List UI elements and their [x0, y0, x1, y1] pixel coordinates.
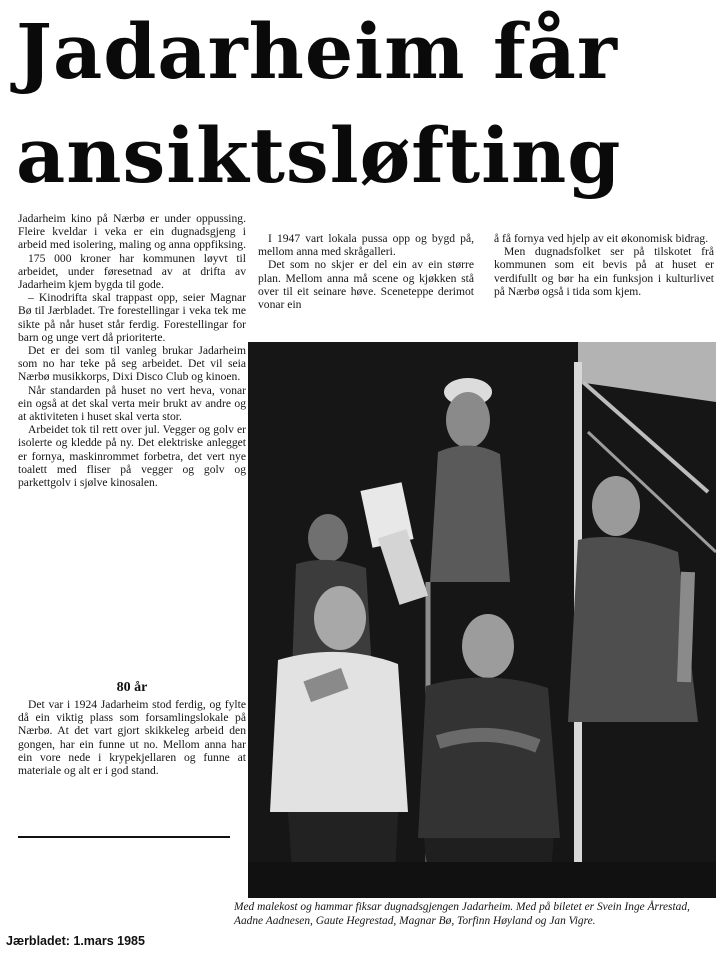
photo-illustration — [248, 342, 716, 898]
paragraph: å få fornya ved hjelp av eit økonomisk bidrag. — [494, 232, 709, 245]
headline-line-1: Jadarheim får — [16, 7, 618, 96]
section-subheading: 80 år — [116, 680, 148, 695]
paragraph: Det var i 1924 Jadarheim stod ferdig, og fylte då ein viktig plass som forsamlingslokale på Nærbø. At det vart gjort skikkeleg arbeid den gongen, har ein funne ut no. Mellom anna har ein vore nede i krypekjellaren og funne at materiale og alt er i god stand. — [18, 698, 246, 778]
paragraph: Men dugnadsfolket ser på tilskotet frå kommunen som eit bevis på at huset er verdifullt og bør ha ein funksjon i kulturlivet på Nærbø også i tida som kjem. — [494, 245, 714, 298]
paragraph: Arbeidet tok til rett over jul. Vegger og golv er isolerte og kledde på ny. Det elektriske anlegget er fornya, maskinrommet forbetra, det vert nye toalett med fliser på vegger og golv og parkettgolv i sjølve kinosalen. — [18, 423, 246, 490]
paragraph: Det som no skjer er del ein av ein større plan. Mellom anna må scene og kjøkken stå over til eit seinare høve. Sceneteppe derimot vonar ein — [258, 258, 474, 312]
paragraph: I 1947 vart lokala pussa opp og bygd på, mellom anna med skrågalleri. — [258, 232, 474, 259]
column-divider-rule — [18, 836, 230, 838]
group-photo — [248, 342, 716, 898]
article-section-80-years — [18, 698, 246, 777]
photo-caption: Med malekost og hammar fiksar dugnadsgjengen Jadarheim. Med på biletet er Svein Inge Årrestad, Aadne Aadnesen, Gaute Hegrestad, Magnar Bø, Torfinn Høyland og Jan Vigre. — [234, 901, 690, 927]
article-column-2 — [258, 232, 474, 311]
paragraph: 175 000 kroner har kommunen løyvt til arbeidet, under føresetnad av at drifta av Jadarheim kjem bygda til gode. — [18, 251, 246, 292]
paragraph: Det er dei som til vanleg brukar Jadarheim som no har teke på seg arbeidet. Det vil seia Nærbø musikkorps, Dixi Disco Club og kinoen. — [18, 344, 246, 384]
source-label: Jærbladet: 1.mars 1985 — [6, 934, 145, 948]
paragraph: Når standarden på huset no vert heva, vonar ein også at det skal verta meir brukt av andre og at aktiviteten i huset skal verta stor. — [18, 383, 246, 424]
article-column-3 — [494, 232, 714, 298]
article-column-1 — [18, 212, 246, 489]
headline-line-2: ansiktsløfting — [16, 111, 622, 200]
paragraph: Jadarheim kino på Nærbø er under oppussing. Fleire kveldar i veka er ein dugnadsgjeng i arbeid med isolering, maling og anna oppfiksing. — [18, 212, 246, 252]
paragraph: – Kinodrifta skal trappast opp, seier Magnar Bø til Jærbladet. Tre forestellingar i veka tek me sikte på når huset står ferdig. Forestellingar for barn og unge vert då prioriterte. — [18, 291, 246, 344]
